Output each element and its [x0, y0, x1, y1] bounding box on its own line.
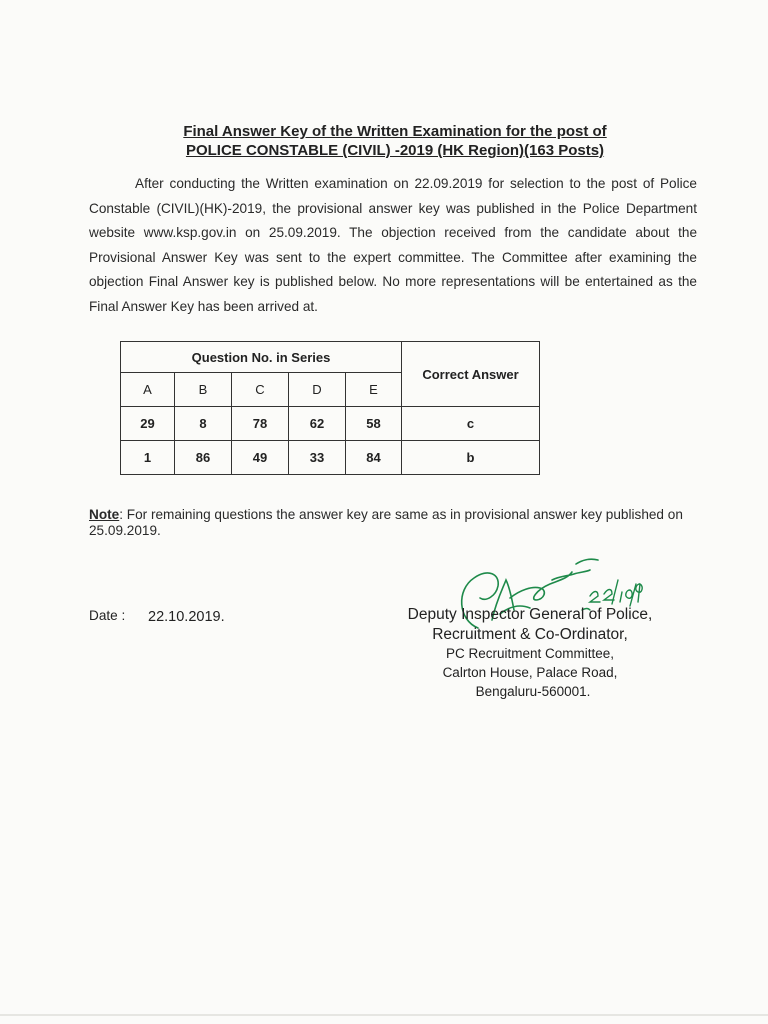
question-number: 86: [175, 441, 232, 475]
series-label: E: [346, 373, 402, 407]
series-label: D: [289, 373, 346, 407]
question-number: 8: [175, 407, 232, 441]
table-row: [121, 441, 540, 475]
question-number: 84: [346, 441, 402, 475]
question-number: 78: [232, 407, 289, 441]
question-number: 1: [121, 441, 175, 475]
scan-edge: [0, 1014, 768, 1016]
table-row: [121, 407, 540, 441]
question-number: 29: [121, 407, 175, 441]
date-label: Date :: [89, 608, 126, 623]
correct-answer-header: Correct Answer: [402, 342, 540, 407]
signatory-designation: Deputy Inspector General of Police,: [407, 606, 653, 623]
signatory-role: Recruitment & Co-Ordinator,: [432, 626, 628, 643]
signatory-city: Bengaluru-560001.: [475, 684, 591, 699]
series-label: A: [121, 373, 175, 407]
question-number: 58: [346, 407, 402, 441]
signatory-committee: PC Recruitment Committee,: [445, 646, 615, 661]
intro-paragraph: [89, 172, 697, 320]
question-number: 33: [289, 441, 346, 475]
signatory-address: Calrton House, Palace Road,: [442, 665, 618, 680]
question-number: 62: [289, 407, 346, 441]
note-text: : For remaining questions the answer key are same as in provisional answer key published on 25.09.2019.: [89, 507, 683, 538]
correct-answer: c: [402, 407, 540, 441]
answer-key-table: [120, 341, 540, 475]
series-label: C: [232, 373, 289, 407]
page-title-line1: Final Answer Key of the Written Examination for the post of: [183, 123, 607, 140]
intro-text: After conducting the Written examination on 22.09.2019 for selection to the post of Police Constable (CIVIL)(HK)-2019, the provisional answer key was published in the Police Department website www.ksp.gov.in on 25.09.2019. The objection received from the candidate about the Provisional Answer Key was sent to the expert committee. The Committee after examining the objection Final Answer key is published below. No more representations will be entertained as the Final Answer Key has been arrived at.: [89, 176, 697, 314]
series-label: B: [175, 373, 232, 407]
note-paragraph: [89, 507, 689, 539]
page-title-line2: POLICE CONSTABLE (CIVIL) -2019 (HK Region)(163 Posts): [185, 142, 605, 159]
note-label: Note: [89, 507, 120, 522]
question-number: 49: [232, 441, 289, 475]
correct-answer: b: [402, 441, 540, 475]
date-value: 22.10.2019.: [148, 609, 225, 625]
series-header: Question No. in Series: [121, 342, 402, 373]
